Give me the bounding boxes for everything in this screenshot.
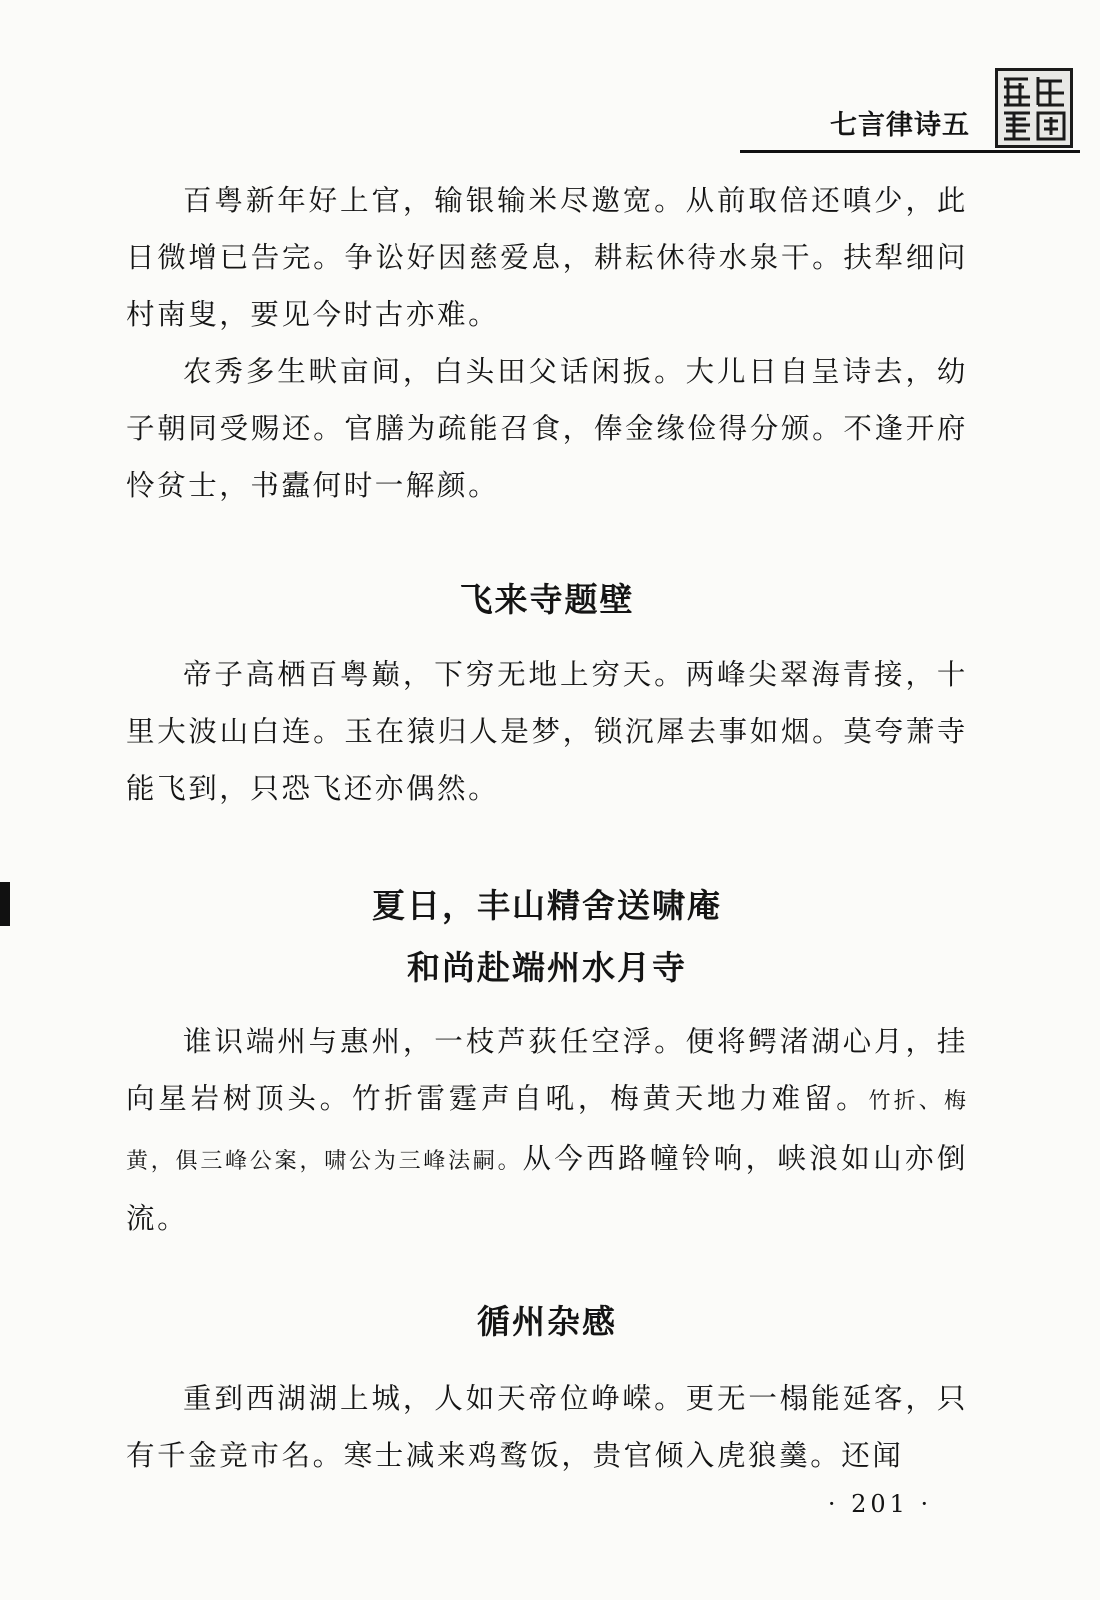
edge-tab-marker xyxy=(0,882,10,926)
poem-xunzhou xyxy=(126,1370,968,1484)
poem-continued xyxy=(126,172,968,514)
running-header: 七言律诗五 xyxy=(830,110,970,141)
verse-text: 谁识端州与惠州，一枝芦荻任空浮。便将鳄渚湖心月，挂向星岩树顶头。竹折雷霆声自吼，梅黄天地力难留。 xyxy=(126,1025,968,1115)
poem-title-feilaisi: 飞来寺题壁 xyxy=(459,580,635,619)
verse-text: 从今西路幢铃响，峡浪如山亦倒流。 xyxy=(126,1142,968,1235)
poem-paragraph: 农秀多生畎亩间，白头田父话闲扳。大儿日自呈诗去，幼子朝同受赐还。官膳为疏能召食，俸金缘俭得分颁。不逢开府怜贫士，书蠹何时一解颜。 xyxy=(126,355,968,502)
seal-logo-icon xyxy=(995,68,1073,148)
header-rule xyxy=(740,150,1080,153)
poem-title-line-2: 和尚赴端州水月寺 xyxy=(407,948,687,987)
poem-paragraph: 百粤新年好上官，输银输米尽邀宽。从前取倍还嗔少，此日微增已告完。争讼好因慈爱息，耕耘休待水泉干。扶犁细问村南叟，要见今时古亦难。 xyxy=(126,184,968,331)
poem-paragraph: 重到西湖湖上城，人如天帝位峥嵘。更无一榻能延客，只有千金竞市名。寒士减来鸡鹜饭，贵官倾入虎狼羹。还闻 xyxy=(126,1382,968,1472)
poem-feilaisi xyxy=(126,646,968,817)
poem-title-xunzhou: 循州杂感 xyxy=(477,1302,617,1341)
poem-paragraph xyxy=(126,1013,968,1247)
author-note: 竹折、梅黄，俱三峰公案，啸公为三峰法嗣。 xyxy=(126,1089,968,1174)
poem-paragraph: 帝子高栖百粤巅，下穷无地上穷天。两峰尖翠海青接，十里大波山白连。玉在猿归人是梦，锁沉犀去事如烟。莫夸萧寺能飞到，只恐飞还亦偶然。 xyxy=(126,658,968,805)
poem-title-line-1: 夏日，丰山精舍送啸庵 xyxy=(372,886,722,925)
poem-fengshan xyxy=(126,1013,968,1247)
page-number: · 201 · xyxy=(827,1490,933,1518)
